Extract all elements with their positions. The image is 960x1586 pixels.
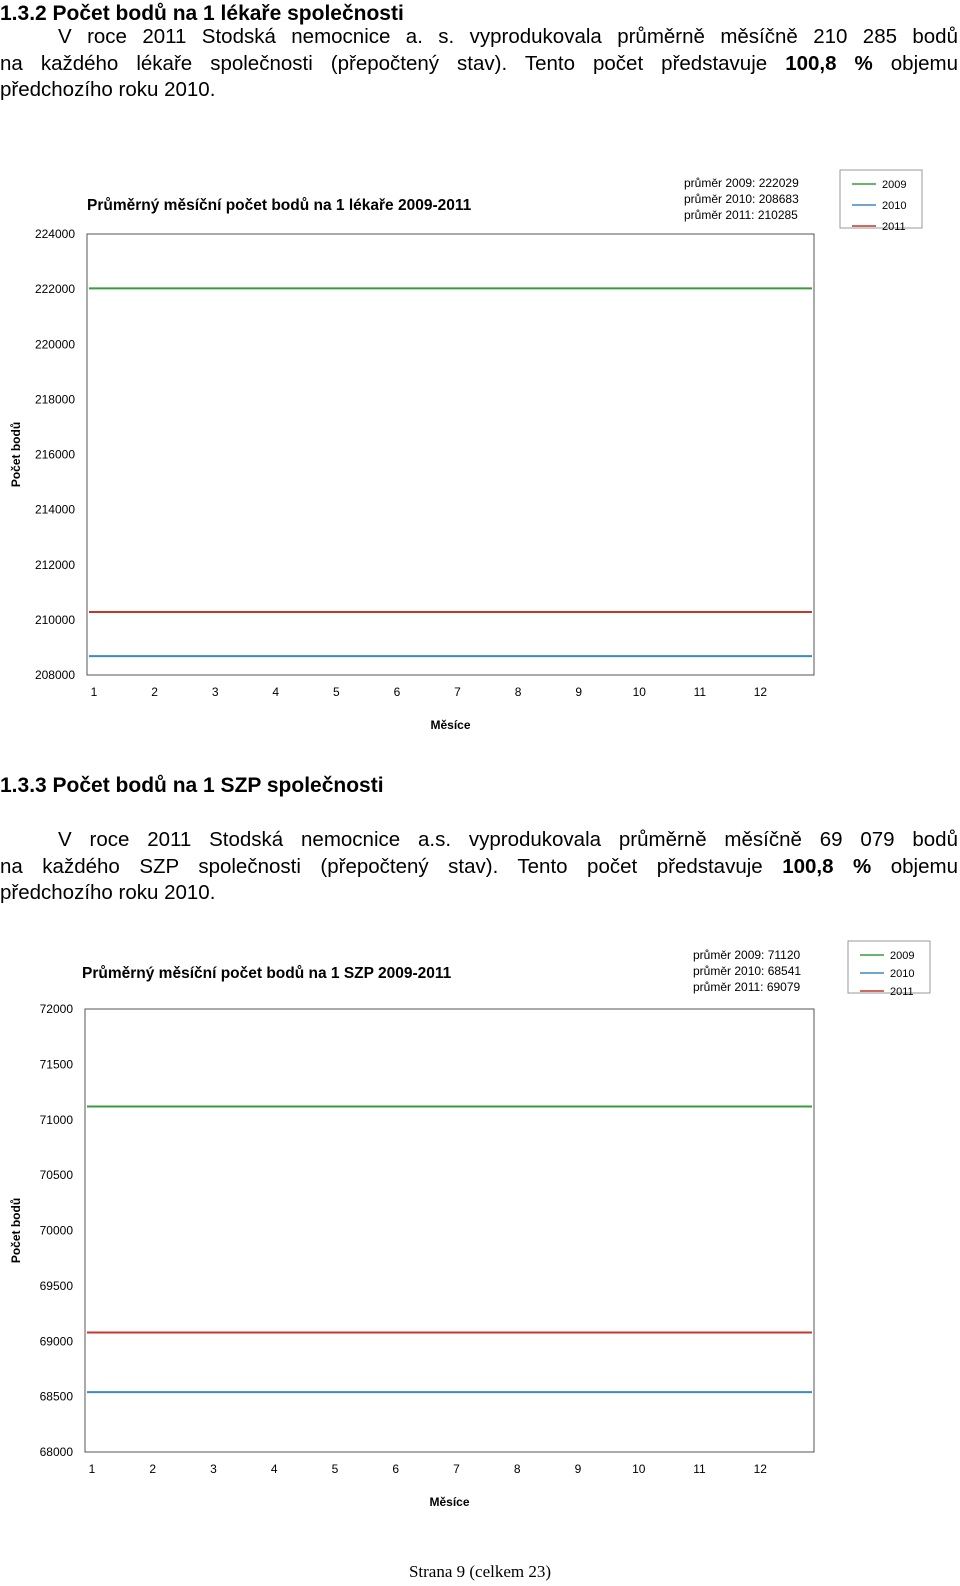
- legend-label: 2010: [890, 968, 915, 980]
- x-tick-label: 4: [270, 1462, 278, 1476]
- legend-label: 2011: [882, 221, 906, 233]
- y-tick-label: 69500: [39, 1278, 73, 1293]
- x-tick-label: 6: [392, 1462, 400, 1476]
- y-tick-label: 208000: [34, 668, 75, 682]
- paragraph-line: předchozího roku 2010.: [0, 881, 216, 904]
- percent-value: 100,8 %: [782, 854, 872, 878]
- average-annotation: průměr 2009: 222029: [684, 176, 799, 190]
- y-tick-label: 218000: [34, 392, 75, 407]
- section-paragraph-1: [0, 24, 958, 104]
- y-tick-label: 216000: [34, 447, 75, 462]
- x-tick-label: 7: [453, 1462, 460, 1476]
- chart-title: Průměrný měsíční počet bodů na 1 SZP 2009-2011: [82, 965, 452, 982]
- chart-title: Průměrný měsíční počet bodů na 1 lékaře 2009-2011: [87, 197, 472, 214]
- legend-box: [848, 941, 930, 993]
- y-axis-label: Počet bodů: [9, 1197, 23, 1264]
- legend-label: 2010: [882, 200, 907, 212]
- y-tick-label: 212000: [34, 557, 75, 572]
- x-tick-label: 11: [693, 1462, 706, 1476]
- y-tick-label: 210000: [34, 612, 75, 627]
- page-footer: Strana 9 (celkem 23): [408, 1562, 552, 1581]
- paragraph-line: předchozího roku 2010.: [0, 78, 216, 101]
- y-tick-label: 70500: [39, 1168, 73, 1183]
- x-axis-label: Měsíce: [430, 718, 471, 732]
- paragraph-line: na každého SZP společnosti (přepočtený stav). Tento počet představuje 100,8 % objemu: [0, 854, 958, 878]
- x-tick-label: 1: [88, 1462, 96, 1476]
- x-tick-label: 8: [513, 1462, 521, 1476]
- x-tick-label: 5: [331, 1462, 339, 1476]
- y-tick-label: 72000: [39, 1002, 73, 1016]
- legend-label: 2011: [890, 986, 914, 998]
- legend-label: 2009: [890, 950, 915, 962]
- section-heading-1: 1.3.2 Počet bodů na 1 lékaře společnosti: [0, 2, 404, 25]
- x-tick-label: 9: [575, 685, 583, 699]
- average-annotation: průměr 2011: 69079: [693, 980, 801, 994]
- x-tick-label: 11: [693, 685, 707, 699]
- y-tick-label: 68500: [39, 1389, 73, 1404]
- x-tick-label: 5: [332, 685, 340, 699]
- x-tick-label: 10: [632, 1462, 646, 1476]
- y-tick-label: 71000: [39, 1112, 73, 1127]
- x-tick-label: 8: [514, 685, 522, 699]
- y-tick-label: 70000: [39, 1223, 73, 1238]
- average-annotation: průměr 2010: 208683: [684, 192, 799, 206]
- section-paragraph-2: [0, 827, 958, 907]
- x-tick-label: 6: [393, 685, 401, 699]
- plot-area: [87, 234, 814, 675]
- paragraph-line: V roce 2011 Stodská nemocnice a.s. vyprodukovala průměrně měsíčně 69 079 bodů: [58, 828, 958, 851]
- legend-label: 2009: [882, 179, 907, 191]
- x-tick-label: 1: [90, 685, 98, 699]
- x-tick-label: 10: [632, 685, 646, 699]
- y-tick-label: 220000: [34, 337, 75, 352]
- y-tick-label: 214000: [34, 502, 75, 517]
- paragraph-line: V roce 2011 Stodská nemocnice a. s. vyprodukovala průměrně měsíčně 210 285 bodů: [58, 25, 958, 48]
- x-tick-label: 2: [149, 1462, 157, 1476]
- x-tick-label: 12: [753, 1462, 767, 1476]
- paragraph-line: na každého lékaře společnosti (přepočtený stav). Tento počet představuje 100,8 % objemu: [0, 51, 959, 75]
- x-tick-label: 2: [151, 685, 158, 699]
- percent-value: 100,8 %: [785, 51, 873, 75]
- x-axis-label: Měsíce: [429, 1495, 470, 1509]
- plot-area: [85, 1009, 814, 1452]
- y-tick-label: 68000: [39, 1445, 73, 1459]
- average-annotation: průměr 2009: 71120: [693, 948, 801, 962]
- average-annotation: průměr 2010: 68541: [693, 964, 802, 978]
- section-heading-2: 1.3.3 Počet bodů na 1 SZP společnosti: [0, 774, 384, 797]
- chart-lekar: [0, 160, 960, 760]
- chart-szp: [0, 935, 960, 1535]
- y-tick-label: 224000: [34, 227, 75, 241]
- average-annotation: průměr 2011: 210285: [684, 208, 798, 222]
- x-tick-label: 9: [574, 1462, 582, 1476]
- y-tick-label: 71500: [39, 1057, 73, 1072]
- x-tick-label: 7: [454, 685, 461, 699]
- y-axis-label: Počet bodů: [9, 421, 23, 488]
- x-tick-label: 12: [753, 685, 768, 699]
- x-tick-label: 4: [272, 685, 280, 699]
- x-tick-label: 3: [210, 1462, 217, 1476]
- y-tick-label: 222000: [34, 282, 75, 297]
- legend-box: [840, 170, 922, 228]
- x-tick-label: 3: [211, 685, 219, 699]
- y-tick-label: 69000: [39, 1334, 73, 1349]
